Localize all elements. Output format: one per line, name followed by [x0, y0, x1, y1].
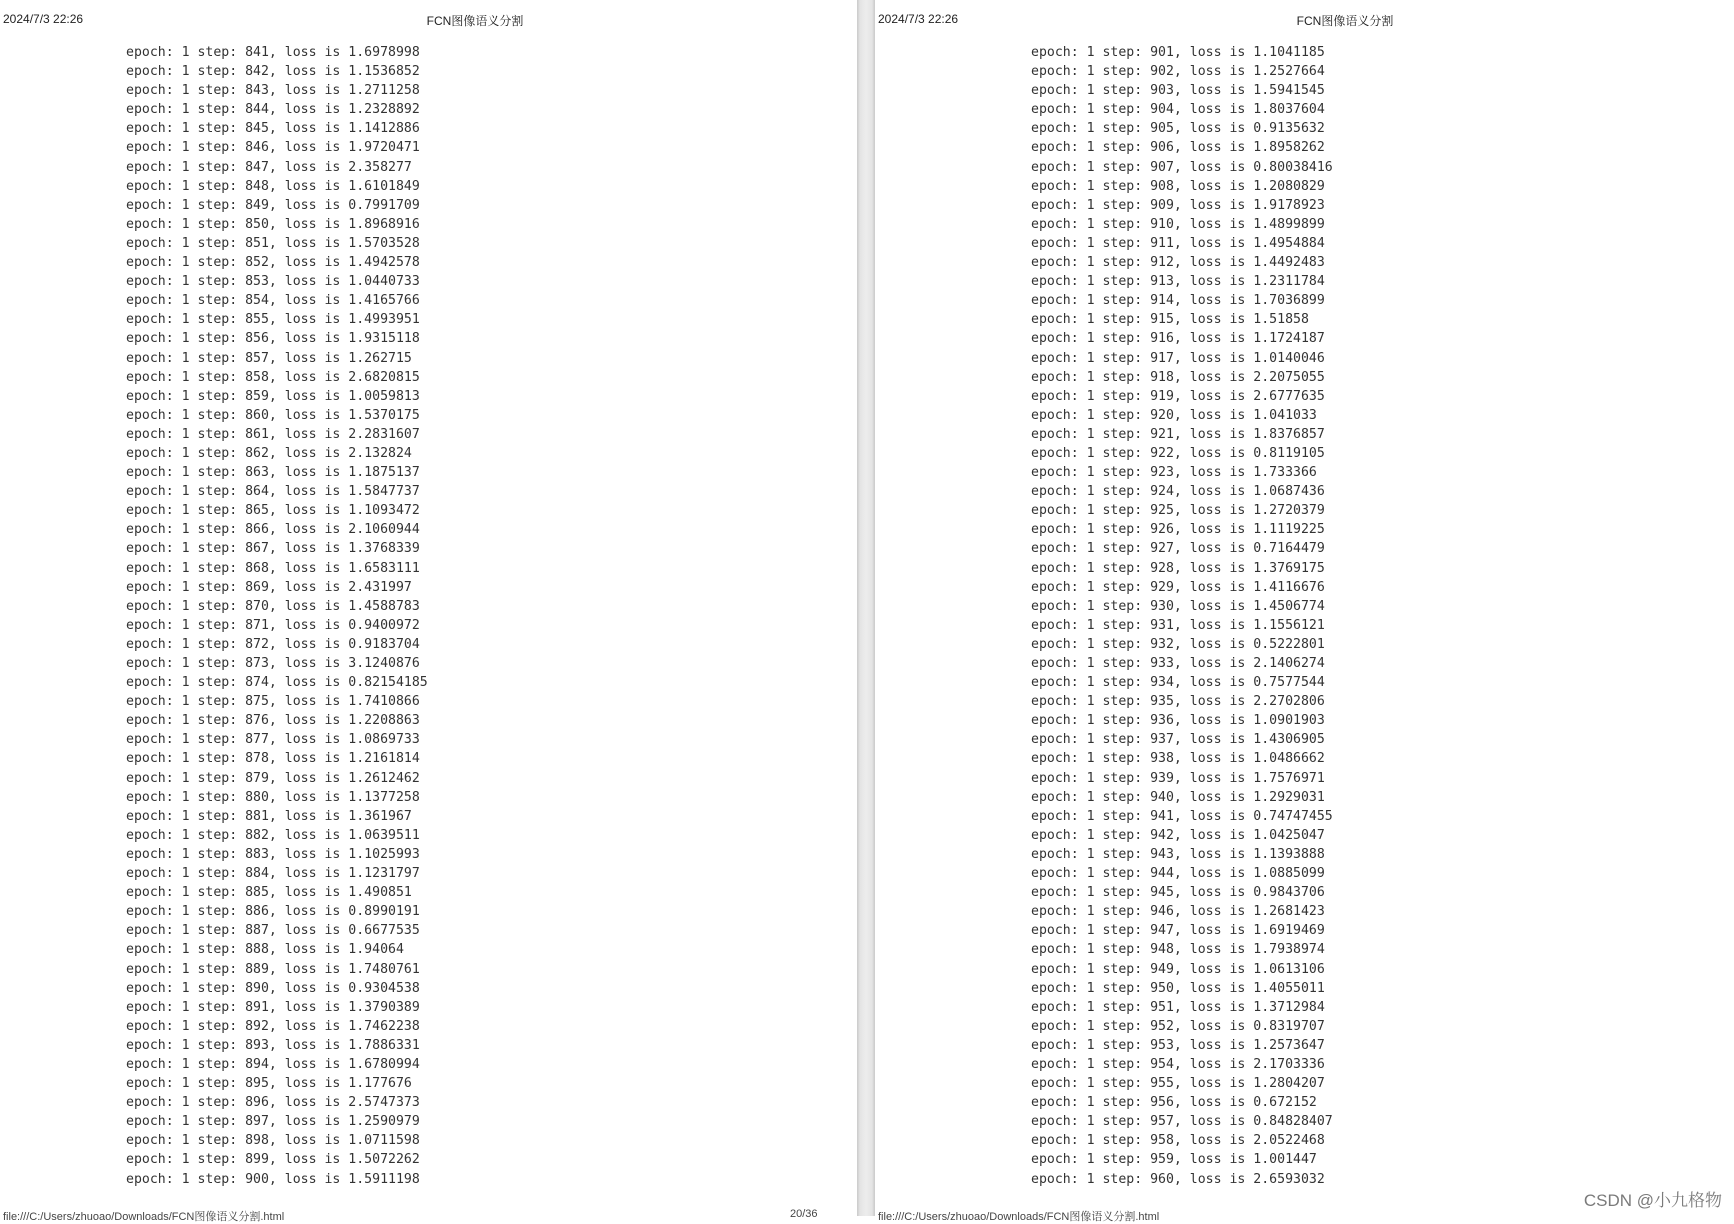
- log-line: epoch: 1 step: 875, loss is 1.7410866: [126, 694, 420, 710]
- log-line: epoch: 1 step: 927, loss is 0.7164479: [1031, 541, 1325, 557]
- log-line: epoch: 1 step: 917, loss is 1.0140046: [1031, 350, 1325, 366]
- log-line: epoch: 1 step: 924, loss is 1.0687436: [1031, 484, 1325, 500]
- log-line: epoch: 1 step: 916, loss is 1.1724187: [1031, 331, 1325, 347]
- log-line: epoch: 1 step: 867, loss is 1.3768339: [126, 541, 420, 557]
- log-line: epoch: 1 step: 908, loss is 1.2080829: [1031, 178, 1325, 194]
- log-line: epoch: 1 step: 905, loss is 0.9135632: [1031, 121, 1325, 137]
- log-line: epoch: 1 step: 949, loss is 1.0613106: [1031, 961, 1325, 977]
- log-line: epoch: 1 step: 873, loss is 3.1240876: [126, 656, 420, 671]
- training-log-output: [126, 43, 428, 1189]
- log-line: epoch: 1 step: 889, loss is 1.7480761: [126, 961, 420, 977]
- page-header-date: 2024/7/3 22:26: [3, 12, 84, 26]
- log-line: epoch: 1 step: 892, loss is 1.7462238: [126, 1018, 420, 1034]
- log-line: epoch: 1 step: 901, loss is 1.1041185: [1031, 45, 1325, 60]
- log-line: epoch: 1 step: 843, loss is 1.2711258: [126, 83, 420, 99]
- log-line: epoch: 1 step: 885, loss is 1.490851: [126, 885, 412, 901]
- log-line: epoch: 1 step: 858, loss is 2.6820815: [126, 369, 420, 385]
- log-line: epoch: 1 step: 932, loss is 0.5222801: [1031, 636, 1325, 652]
- log-line: epoch: 1 step: 922, loss is 0.8119105: [1031, 445, 1325, 461]
- log-line: epoch: 1 step: 872, loss is 0.9183704: [126, 636, 420, 652]
- log-line: epoch: 1 step: 938, loss is 1.0486662: [1031, 751, 1325, 767]
- log-line: epoch: 1 step: 866, loss is 2.1060944: [126, 522, 420, 538]
- log-line: epoch: 1 step: 918, loss is 2.2075055: [1031, 369, 1325, 385]
- log-line: epoch: 1 step: 846, loss is 1.9720471: [126, 140, 420, 156]
- log-line: epoch: 1 step: 888, loss is 1.94064: [126, 942, 404, 958]
- log-line: epoch: 1 step: 893, loss is 1.7886331: [126, 1037, 420, 1053]
- log-line: epoch: 1 step: 895, loss is 1.177676: [126, 1076, 412, 1092]
- log-line: epoch: 1 step: 854, loss is 1.4165766: [126, 293, 420, 309]
- page-footer-url: file:///C:/Users/zhuoao/Downloads/FCN图像语义分割.html: [3, 1211, 285, 1223]
- document-page-right: [875, 0, 1734, 1223]
- page-header-title: FCN图像语义分割: [426, 14, 524, 28]
- log-line: epoch: 1 step: 879, loss is 1.2612462: [126, 770, 420, 786]
- log-line: epoch: 1 step: 960, loss is 2.6593032: [1031, 1171, 1325, 1187]
- log-line: epoch: 1 step: 920, loss is 1.041033: [1031, 407, 1317, 423]
- page-footer-number: 20/36: [790, 1208, 818, 1220]
- log-line: epoch: 1 step: 941, loss is 0.74747455: [1031, 808, 1333, 824]
- log-line: epoch: 1 step: 921, loss is 1.8376857: [1031, 426, 1325, 442]
- log-line: epoch: 1 step: 951, loss is 1.3712984: [1031, 999, 1325, 1015]
- log-line: epoch: 1 step: 903, loss is 1.5941545: [1031, 83, 1325, 99]
- log-line: epoch: 1 step: 863, loss is 1.1875137: [126, 465, 420, 481]
- log-line: epoch: 1 step: 929, loss is 1.4116676: [1031, 579, 1325, 595]
- page-separator: [857, 0, 875, 1216]
- log-line: epoch: 1 step: 923, loss is 1.733366: [1031, 465, 1317, 481]
- log-line: epoch: 1 step: 947, loss is 1.6919469: [1031, 923, 1325, 939]
- log-line: epoch: 1 step: 912, loss is 1.4492483: [1031, 255, 1325, 271]
- log-line: epoch: 1 step: 955, loss is 1.2804207: [1031, 1076, 1325, 1092]
- log-line: epoch: 1 step: 943, loss is 1.1393888: [1031, 846, 1325, 862]
- log-line: epoch: 1 step: 946, loss is 1.2681423: [1031, 904, 1325, 920]
- log-line: epoch: 1 step: 898, loss is 1.0711598: [126, 1133, 420, 1149]
- log-line: epoch: 1 step: 957, loss is 0.84828407: [1031, 1114, 1333, 1130]
- log-line: epoch: 1 step: 856, loss is 1.9315118: [126, 331, 420, 347]
- log-line: epoch: 1 step: 914, loss is 1.7036899: [1031, 293, 1325, 309]
- log-line: epoch: 1 step: 886, loss is 0.8990191: [126, 904, 420, 920]
- log-line: epoch: 1 step: 859, loss is 1.0059813: [126, 388, 420, 404]
- csdn-watermark: CSDN @小九格物: [1583, 1191, 1722, 1210]
- log-line: epoch: 1 step: 904, loss is 1.8037604: [1031, 102, 1325, 118]
- page-header-title: FCN图像语义分割: [1296, 14, 1394, 28]
- log-line: epoch: 1 step: 900, loss is 1.5911198: [126, 1171, 420, 1187]
- log-line: epoch: 1 step: 948, loss is 1.7938974: [1031, 942, 1325, 958]
- log-line: epoch: 1 step: 853, loss is 1.0440733: [126, 274, 420, 290]
- log-line: epoch: 1 step: 902, loss is 1.2527664: [1031, 64, 1325, 80]
- log-line: epoch: 1 step: 876, loss is 1.2208863: [126, 713, 420, 729]
- log-line: epoch: 1 step: 931, loss is 1.1556121: [1031, 617, 1325, 633]
- log-line: epoch: 1 step: 850, loss is 1.8968916: [126, 216, 420, 232]
- log-line: epoch: 1 step: 942, loss is 1.0425047: [1031, 827, 1325, 843]
- log-line: epoch: 1 step: 911, loss is 1.4954884: [1031, 235, 1325, 251]
- log-line: epoch: 1 step: 847, loss is 2.358277: [126, 159, 412, 175]
- log-line: epoch: 1 step: 883, loss is 1.1025993: [126, 846, 420, 862]
- log-line: epoch: 1 step: 937, loss is 1.4306905: [1031, 732, 1325, 748]
- log-line: epoch: 1 step: 865, loss is 1.1093472: [126, 503, 420, 519]
- log-line: epoch: 1 step: 887, loss is 0.6677535: [126, 923, 420, 939]
- log-line: epoch: 1 step: 944, loss is 1.0885099: [1031, 866, 1325, 882]
- log-line: epoch: 1 step: 869, loss is 2.431997: [126, 579, 412, 595]
- log-line: epoch: 1 step: 958, loss is 2.0522468: [1031, 1133, 1325, 1149]
- log-line: epoch: 1 step: 891, loss is 1.3790389: [126, 999, 420, 1015]
- log-line: epoch: 1 step: 919, loss is 2.6777635: [1031, 388, 1325, 404]
- log-line: epoch: 1 step: 945, loss is 0.9843706: [1031, 885, 1325, 901]
- log-line: epoch: 1 step: 857, loss is 1.262715: [126, 350, 412, 366]
- log-line: epoch: 1 step: 915, loss is 1.51858: [1031, 312, 1309, 328]
- log-line: epoch: 1 step: 925, loss is 1.2720379: [1031, 503, 1325, 519]
- log-line: epoch: 1 step: 848, loss is 1.6101849: [126, 178, 420, 194]
- log-line: epoch: 1 step: 939, loss is 1.7576971: [1031, 770, 1325, 786]
- log-line: epoch: 1 step: 884, loss is 1.1231797: [126, 866, 420, 882]
- log-line: epoch: 1 step: 864, loss is 1.5847737: [126, 484, 420, 500]
- log-line: epoch: 1 step: 877, loss is 1.0869733: [126, 732, 420, 748]
- log-line: epoch: 1 step: 868, loss is 1.6583111: [126, 560, 420, 576]
- log-line: epoch: 1 step: 861, loss is 2.2831607: [126, 426, 420, 442]
- page-header-date: 2024/7/3 22:26: [878, 12, 959, 26]
- log-line: epoch: 1 step: 878, loss is 1.2161814: [126, 751, 420, 767]
- log-line: epoch: 1 step: 910, loss is 1.4899899: [1031, 216, 1325, 232]
- log-line: epoch: 1 step: 950, loss is 1.4055011: [1031, 980, 1325, 996]
- log-line: epoch: 1 step: 953, loss is 1.2573647: [1031, 1037, 1325, 1053]
- log-line: epoch: 1 step: 844, loss is 1.2328892: [126, 102, 420, 118]
- log-line: epoch: 1 step: 934, loss is 0.7577544: [1031, 675, 1325, 691]
- log-line: epoch: 1 step: 959, loss is 1.001447: [1031, 1152, 1317, 1168]
- log-line: epoch: 1 step: 851, loss is 1.5703528: [126, 235, 420, 251]
- log-line: epoch: 1 step: 896, loss is 2.5747373: [126, 1095, 420, 1111]
- log-line: epoch: 1 step: 862, loss is 2.132824: [126, 445, 412, 461]
- training-log-output: [1031, 43, 1333, 1189]
- log-line: epoch: 1 step: 894, loss is 1.6780994: [126, 1056, 420, 1072]
- log-line: epoch: 1 step: 907, loss is 0.80038416: [1031, 159, 1333, 175]
- log-line: epoch: 1 step: 928, loss is 1.3769175: [1031, 560, 1325, 576]
- log-line: epoch: 1 step: 909, loss is 1.9178923: [1031, 197, 1325, 213]
- log-line: epoch: 1 step: 880, loss is 1.1377258: [126, 789, 420, 805]
- log-line: epoch: 1 step: 897, loss is 1.2590979: [126, 1114, 420, 1130]
- log-line: epoch: 1 step: 871, loss is 0.9400972: [126, 617, 420, 633]
- log-line: epoch: 1 step: 845, loss is 1.1412886: [126, 121, 420, 137]
- log-line: epoch: 1 step: 881, loss is 1.361967: [126, 808, 412, 824]
- log-line: epoch: 1 step: 935, loss is 2.2702806: [1031, 694, 1325, 710]
- log-line: epoch: 1 step: 952, loss is 0.8319707: [1031, 1018, 1325, 1034]
- document-page-left: [0, 0, 857, 1223]
- log-line: epoch: 1 step: 870, loss is 1.4588783: [126, 598, 420, 614]
- log-line: epoch: 1 step: 860, loss is 1.5370175: [126, 407, 420, 423]
- log-line: epoch: 1 step: 936, loss is 1.0901903: [1031, 713, 1325, 729]
- log-line: epoch: 1 step: 841, loss is 1.6978998: [126, 45, 420, 60]
- log-line: epoch: 1 step: 849, loss is 0.7991709: [126, 197, 420, 213]
- log-line: epoch: 1 step: 882, loss is 1.0639511: [126, 827, 420, 843]
- log-line: epoch: 1 step: 930, loss is 1.4506774: [1031, 598, 1325, 614]
- log-line: epoch: 1 step: 906, loss is 1.8958262: [1031, 140, 1325, 156]
- log-line: epoch: 1 step: 842, loss is 1.1536852: [126, 64, 420, 80]
- log-line: epoch: 1 step: 874, loss is 0.82154185: [126, 675, 428, 691]
- log-line: epoch: 1 step: 956, loss is 0.672152: [1031, 1095, 1317, 1111]
- log-line: epoch: 1 step: 890, loss is 0.9304538: [126, 980, 420, 996]
- log-line: epoch: 1 step: 899, loss is 1.5072262: [126, 1152, 420, 1168]
- log-line: epoch: 1 step: 913, loss is 1.2311784: [1031, 274, 1325, 290]
- log-line: epoch: 1 step: 855, loss is 1.4993951: [126, 312, 420, 328]
- page-footer-url: file:///C:/Users/zhuoao/Downloads/FCN图像语义分割.html: [878, 1211, 1160, 1223]
- log-line: epoch: 1 step: 926, loss is 1.1119225: [1031, 522, 1325, 538]
- log-line: epoch: 1 step: 954, loss is 2.1703336: [1031, 1056, 1325, 1072]
- log-line: epoch: 1 step: 940, loss is 1.2929031: [1031, 789, 1325, 805]
- log-line: epoch: 1 step: 933, loss is 2.1406274: [1031, 656, 1325, 671]
- log-line: epoch: 1 step: 852, loss is 1.4942578: [126, 255, 420, 271]
